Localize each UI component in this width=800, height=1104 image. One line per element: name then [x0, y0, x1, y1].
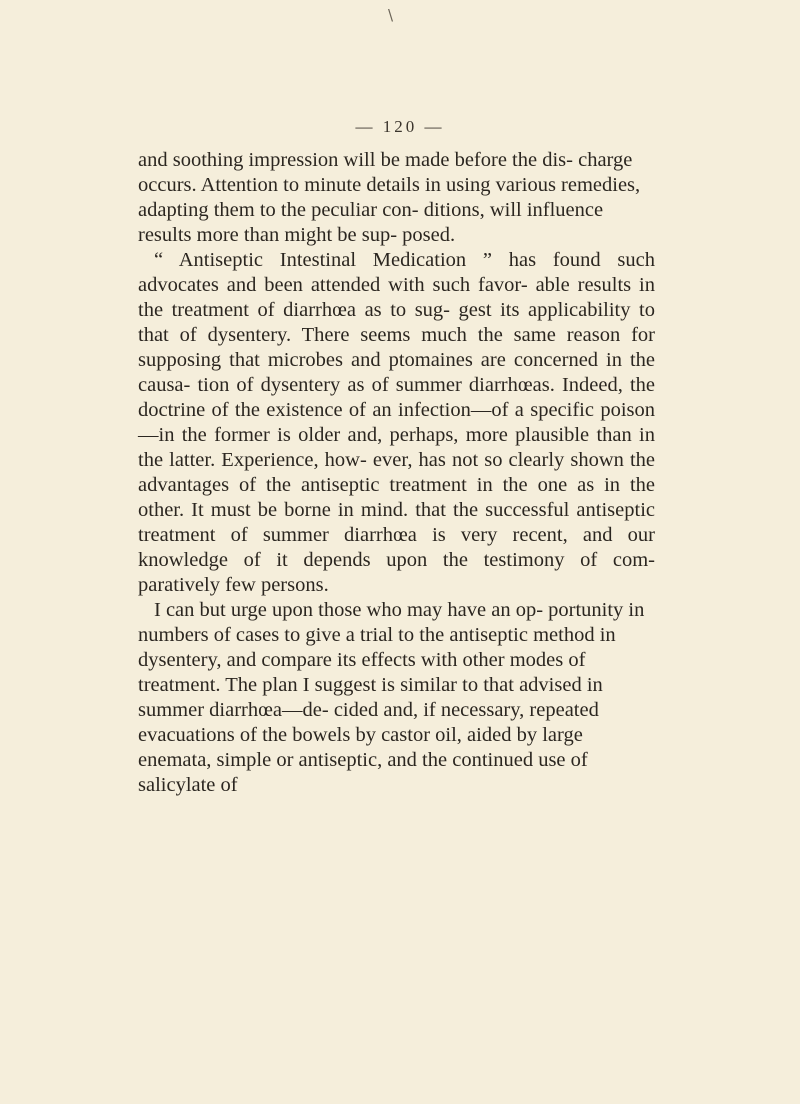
page-number: — 120 —	[355, 117, 445, 136]
corner-mark: \	[388, 6, 394, 24]
paragraph-3: I can but urge upon those who may have an op- portunity in numbers of cases to give a trial to the antiseptic method in dysentery, and compare its effects with other modes of treatment. The plan I suggest is similar to that advised in summer diarrhœa—de- cided and, if necessary, repeated evacuations of the bowels by castor oil, aided by large enemata, simple or antiseptic, and the continued use of salicylate of	[138, 599, 645, 796]
paragraph-2: “ Antiseptic Intestinal Medication ” has found such advocates and been attended with such favor- able results in the treatment of diarrhœa as to sug- gest its applicability to that of dysentery. There seems much the same reason for supposing that microbes and ptomaines are concerned in the causa- tion of dysentery as of summer diarrhœas. Indeed, the doctrine of the existence of an infection—of a specific poison—in the former is older and, perhaps, more plausible than in the latter. Experience, how- ever, has not so clearly shown the advantages of the antiseptic treatment in the one as in the other. It must be borne in mind. that the successful antiseptic treatment of summer diarrhœa is very recent, and our knowledge of it depends upon the testimony of com- paratively few persons.	[138, 249, 655, 596]
paragraph-1: and soothing impression will be made before the dis- charge occurs. Attention to minute details in using various remedies, adapting them to the peculiar con- ditions, will influence results more than might be sup- posed.	[138, 149, 641, 246]
body-text	[138, 148, 655, 798]
